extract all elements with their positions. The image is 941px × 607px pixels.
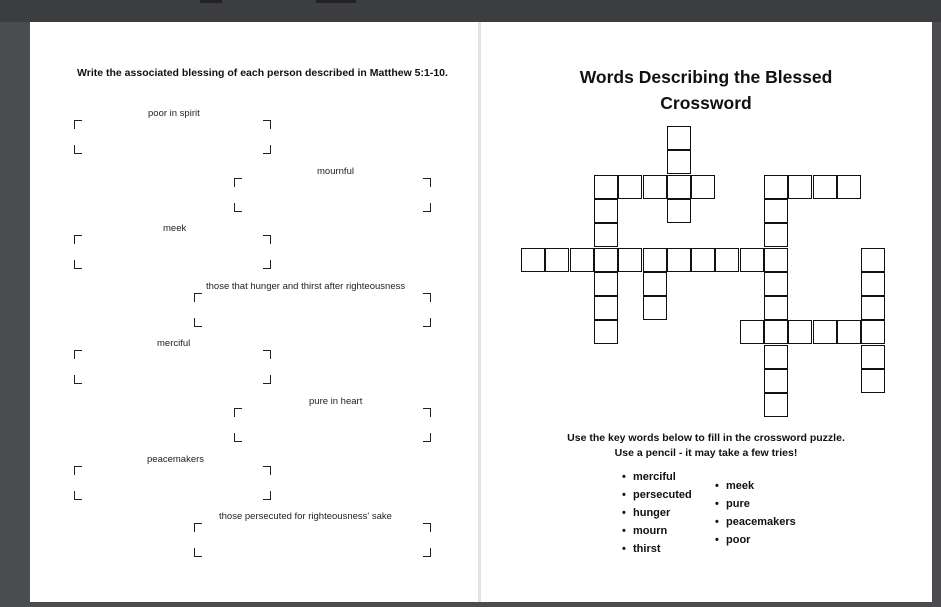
word-bank-item: • persecuted (622, 486, 692, 504)
left-page (30, 22, 478, 602)
crossword-cell[interactable] (715, 248, 739, 272)
answer-bracket (263, 491, 271, 500)
person-label: peacemakers (147, 454, 205, 465)
crossword-cell[interactable] (594, 320, 618, 344)
answer-bracket (194, 318, 202, 327)
answer-bracket (423, 293, 431, 302)
word-bank-item: • poor (715, 531, 796, 549)
crossword-cell[interactable] (643, 296, 667, 320)
crossword-cell[interactable] (861, 345, 885, 369)
crossword-title: Words Describing the Blessed Crossword (579, 67, 833, 113)
answer-bracket (74, 120, 82, 129)
crossword-cell[interactable] (764, 393, 788, 417)
person-label: merciful (157, 338, 191, 349)
word-bank-instructions (541, 431, 871, 461)
answer-bracket (263, 145, 271, 154)
word-bank-item: • thirst (622, 540, 692, 558)
crossword-cell[interactable] (594, 175, 618, 199)
crossword-cell[interactable] (764, 296, 788, 320)
word-bank-item: • merciful (622, 468, 692, 486)
crossword-cell[interactable] (740, 320, 764, 344)
crossword-cell[interactable] (764, 345, 788, 369)
crossword-cell[interactable] (837, 175, 861, 199)
crossword-cell[interactable] (667, 199, 691, 223)
answer-bracket (234, 433, 242, 442)
person-label: mournful (317, 166, 354, 177)
crossword-cell[interactable] (861, 248, 885, 272)
answer-bracket (74, 260, 82, 269)
toolbar-mark (316, 0, 356, 3)
answer-bracket (234, 178, 242, 187)
word-bank-item: • meek (715, 477, 796, 495)
crossword-cell[interactable] (813, 175, 837, 199)
person-label: those that hunger and thirst after righteousness (206, 281, 406, 292)
answer-bracket (74, 350, 82, 359)
toolbar-mark (200, 0, 222, 3)
answer-bracket (74, 375, 82, 384)
crossword-cell[interactable] (740, 248, 764, 272)
crossword-cell[interactable] (861, 320, 885, 344)
answer-bracket (263, 350, 271, 359)
person-label: poor in spirit (148, 108, 200, 119)
crossword-cell[interactable] (618, 175, 642, 199)
person-label: those persecuted for righteousness' sake (219, 511, 392, 522)
answer-bracket (263, 235, 271, 244)
crossword-cell[interactable] (667, 126, 691, 150)
crossword-cell[interactable] (667, 248, 691, 272)
word-bank-column (622, 468, 692, 558)
crossword-cell[interactable] (861, 296, 885, 320)
answer-bracket (234, 203, 242, 212)
answer-bracket (263, 466, 271, 475)
answer-bracket (194, 548, 202, 557)
answer-bracket (423, 523, 431, 532)
crossword-cell[interactable] (521, 248, 545, 272)
answer-bracket (74, 145, 82, 154)
answer-bracket (423, 433, 431, 442)
crossword-cell[interactable] (764, 272, 788, 296)
answer-bracket (423, 203, 431, 212)
crossword-cell[interactable] (764, 320, 788, 344)
crossword-cell[interactable] (594, 223, 618, 247)
answer-bracket (263, 375, 271, 384)
answer-bracket (263, 120, 271, 129)
viewer-toolbar (0, 0, 941, 22)
instruction-line: Use the key words below to fill in the crossword puzzle. (567, 432, 845, 444)
crossword-cell[interactable] (570, 248, 594, 272)
crossword-cell[interactable] (691, 175, 715, 199)
crossword-cell[interactable] (764, 248, 788, 272)
person-label: meek (163, 223, 187, 234)
crossword-cell[interactable] (594, 296, 618, 320)
word-bank-item: • pure (715, 495, 796, 513)
crossword-cell[interactable] (667, 175, 691, 199)
word-bank-item: • mourn (622, 522, 692, 540)
right-page (481, 22, 932, 602)
crossword-cell[interactable] (667, 150, 691, 174)
crossword-cell[interactable] (764, 199, 788, 223)
answer-bracket (423, 178, 431, 187)
crossword-cell[interactable] (788, 175, 812, 199)
crossword-cell[interactable] (813, 320, 837, 344)
answer-bracket (423, 548, 431, 557)
crossword-cell[interactable] (594, 199, 618, 223)
crossword-cell[interactable] (545, 248, 569, 272)
crossword-cell[interactable] (837, 320, 861, 344)
crossword-cell[interactable] (594, 248, 618, 272)
crossword-cell[interactable] (643, 248, 667, 272)
crossword-cell[interactable] (861, 272, 885, 296)
crossword-cell[interactable] (788, 320, 812, 344)
crossword-cell[interactable] (643, 175, 667, 199)
crossword-cell[interactable] (594, 272, 618, 296)
instruction-line: Use a pencil - it may take a few tries! (614, 447, 798, 459)
crossword-cell[interactable] (764, 175, 788, 199)
crossword-cell[interactable] (764, 369, 788, 393)
answer-bracket (234, 408, 242, 417)
answer-bracket (263, 260, 271, 269)
crossword-cell[interactable] (691, 248, 715, 272)
instructions: Write the associated blessing of each person described in Matthew 5:1-10. (77, 67, 448, 79)
answer-bracket (194, 523, 202, 532)
crossword-cell[interactable] (643, 272, 667, 296)
crossword-cell[interactable] (618, 248, 642, 272)
word-bank-item: • peacemakers (715, 513, 796, 531)
word-bank-item: • hunger (622, 504, 692, 522)
answer-bracket (74, 466, 82, 475)
answer-bracket (423, 318, 431, 327)
word-bank-column (715, 477, 796, 549)
answer-bracket (74, 491, 82, 500)
person-label: pure in heart (309, 396, 363, 407)
answer-bracket (423, 408, 431, 417)
crossword-cell[interactable] (764, 223, 788, 247)
crossword-cell[interactable] (861, 369, 885, 393)
answer-bracket (74, 235, 82, 244)
answer-bracket (194, 293, 202, 302)
